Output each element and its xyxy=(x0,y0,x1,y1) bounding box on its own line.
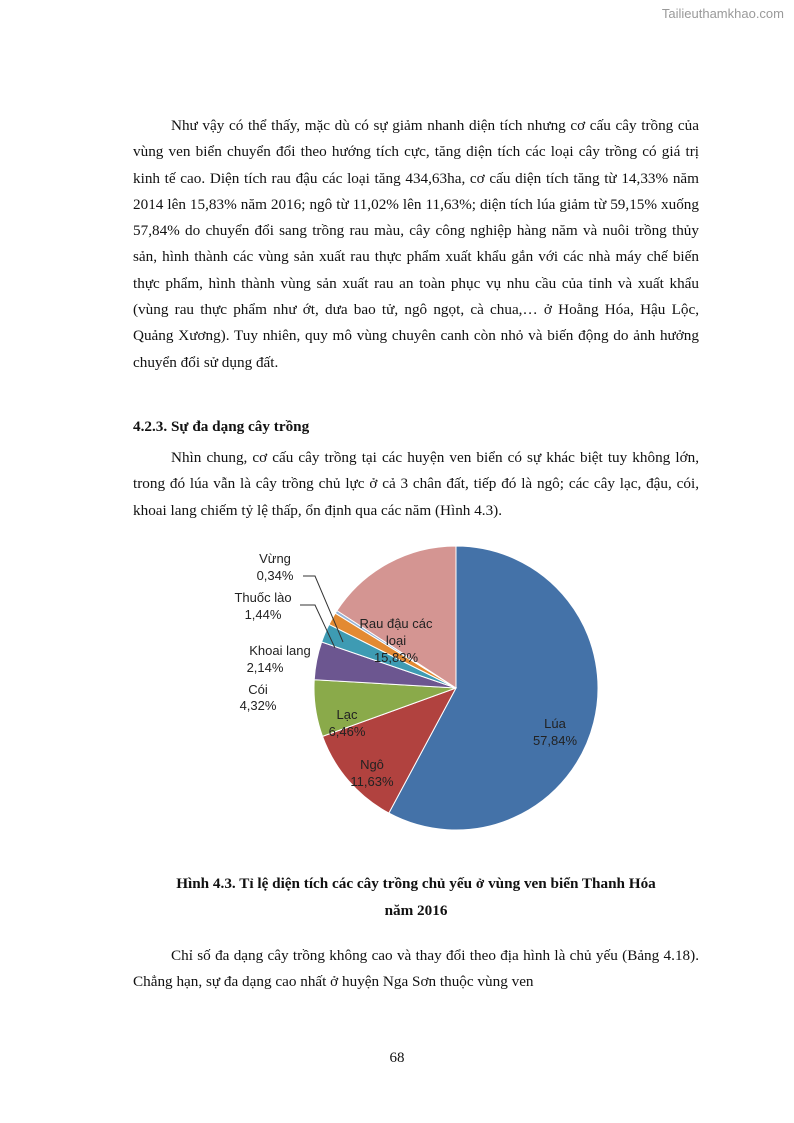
label-vung-pct: 0,34% xyxy=(256,568,294,583)
label-lac-name: Lạc xyxy=(336,707,358,722)
label-rau-dau-pct: 15,83% xyxy=(373,650,419,665)
label-lua-pct: 57,84% xyxy=(532,733,578,748)
caption-line-2: năm 2016 xyxy=(384,902,448,919)
label-rau-dau-name-1: Rau đậu các xyxy=(359,616,433,631)
label-vung-name: Vừng xyxy=(259,551,291,566)
watermark: Tailieuthamkhao.com xyxy=(661,6,784,21)
label-thuoc-lao-name: Thuốc lào xyxy=(234,590,292,605)
paragraph-2: Nhìn chung, cơ cấu cây trồng tại các huyện ven biển có sự khác biệt tuy không lớn, trong đó lúa vẫn là cây trồng chủ lực ở cả 3 chân đất, tiếp đó là ngô; các cây lạc, đậu, cói, khoai lang chiếm tỷ lệ thấp, ổn định qua các năm (Hình 4.3). xyxy=(133,449,699,519)
caption-line-1: Hình 4.3. Tỉ lệ diện tích các cây trồng chủ yếu ở vùng ven biển Thanh Hóa xyxy=(176,875,656,892)
label-ngo-name: Ngô xyxy=(360,757,384,772)
label-khoai-lang-name: Khoai lang xyxy=(249,643,311,658)
paragraph-1: Như vậy có thể thấy, mặc dù có sự giảm nhanh diện tích nhưng cơ cấu cây trồng của vùng ven biển chuyển đổi theo hướng tích cực, tăng diện tích các loại cây trồng có giá trị kinh tế cao. Diện tích rau đậu các loại tăng 434,63ha, cơ cấu diện tích tăng từ 14,33% năm 2014 lên 15,83% năm 2016; ngô từ 11,02% lên 11,63%; diện tích lúa giảm từ 59,15% xuống 57,84% do chuyển đổi sang trồng rau màu, cây công nghiệp hàng năm và nuôi trồng thủy sản, hình thành các vùng sản xuất rau thực phẩm xuất khẩu gắn với các nhà máy chế biến thực phẩm, hình thành vùng sản xuất rau an toàn phục vụ nhu cầu của tỉnh và xuất khẩu (vùng rau thực phẩm như ớt, dưa bao tử, ngô ngọt, cà chua,… ở Hoằng Hóa, Hậu Lộc, Quảng Xương). Tuy nhiên, quy mô vùng chuyên canh còn nhỏ và biến động do ảnh hưởng chuyển đổi sử dụng đất. xyxy=(133,117,699,371)
label-lac-pct: 6,46% xyxy=(328,724,366,739)
label-coi-name: Cói xyxy=(248,682,268,697)
section-heading: 4.2.3. Sự đa dạng cây trồng xyxy=(133,418,310,435)
label-coi-pct: 4,32% xyxy=(239,698,277,713)
label-thuoc-lao-pct: 1,44% xyxy=(244,607,282,622)
label-ngo-pct: 11,63% xyxy=(350,774,394,789)
label-rau-dau-name-2: loại xyxy=(385,633,407,648)
paragraph-3: Chỉ số đa dạng cây trồng không cao và thay đổi theo địa hình là chủ yếu (Bảng 4.18). Chẳng hạn, sự đa dạng cao nhất ở huyện Nga Sơn thuộc vùng ven xyxy=(133,947,699,991)
figure-caption xyxy=(133,870,699,924)
pie-chart xyxy=(200,545,620,845)
page-number: 68 xyxy=(389,1050,405,1066)
label-khoai-lang-pct: 2,14% xyxy=(246,660,284,675)
label-lua-name: Lúa xyxy=(544,716,566,731)
